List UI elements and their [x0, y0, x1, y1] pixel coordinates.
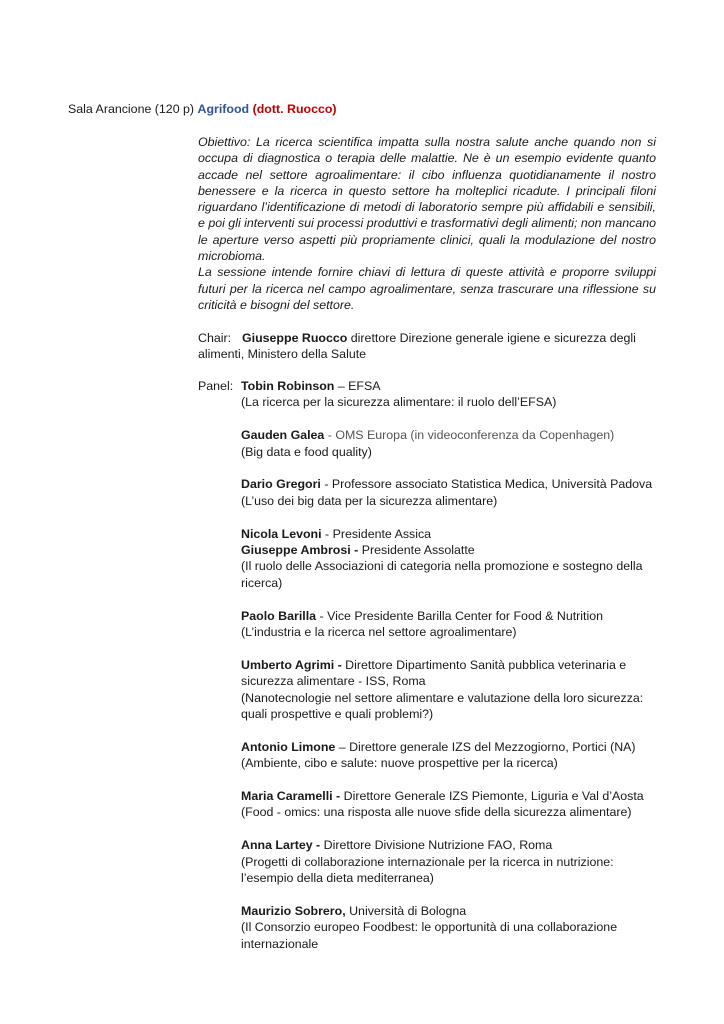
panelist-topic: (Il ruolo delle Associazioni di categoria nella promozione e sostegno della ricerca): [241, 559, 643, 590]
panel-entry: [241, 378, 661, 411]
panelist-role: - Professore associato Statistica Medica, Università Padova: [320, 477, 653, 492]
panelist-topic: (L’industria e la ricerca nel settore agroalimentare): [241, 625, 517, 640]
objective-paragraph-2: La sessione intende fornire chiavi di lettura di queste attività e proporre sviluppi futuri per la ricerca nel campo agroalimentare, senza trascurare una riflessione su criticità e bisogni del settore.: [198, 265, 656, 312]
panel-list: [241, 378, 661, 968]
chair-block: [198, 330, 638, 363]
panelist-topic: (Big data e food quality): [241, 444, 372, 459]
panelist-role: – Direttore generale IZS del Mezzogiorno, Portici (NA): [335, 739, 636, 754]
panelist-role-2: Presidente Assolatte: [358, 543, 475, 558]
panel-entry: [241, 427, 661, 460]
panelist-topic: (La ricerca per la sicurezza alimentare: il ruolo dell’EFSA): [241, 395, 557, 410]
panel-entry: [241, 476, 661, 509]
panelist-role: - Presidente Assica: [321, 526, 432, 541]
panelist-name: Maurizio Sobrero,: [241, 903, 346, 918]
panelist-role: - OMS Europa (in videoconferenza da Copenhagen): [324, 428, 615, 443]
session-room: Sala Arancione (120 p): [68, 102, 195, 116]
panelist-name: Gauden Galea: [241, 428, 325, 443]
panelist-topic: (L’uso dei big data per la sicurezza alimentare): [241, 493, 498, 508]
objective-paragraph-1: Obiettivo: La ricerca scientifica impatta sulla nostra salute anche quando non si occupa di diagnostica o terapia delle malattie. Ne è un esempio evidente quanto accade nel settore agroalimentare: il cibo influenza quotidianamente il nostro benessere e la ricerca in questo settore ha molteplici ricadute. I principali filoni riguardano l’identificazione di metodi di laboratorio sempre più affidabili e sensibili, e poi gli interventi sui processi produttivi e trasformativi degli alimenti; non mancano le aperture verso aspetti più propriamente clinici, quali la modulazione del nostro microbioma.: [198, 135, 656, 264]
panel-entry: [241, 903, 661, 952]
panelist-topic: (Food - omics: una risposta alle nuove sfide della sicurezza alimentare): [241, 805, 632, 820]
panelist-name: Umberto Agrimi -: [241, 657, 342, 672]
panelist-name-2: Giuseppe Ambrosi -: [241, 543, 359, 558]
panel-entry: [241, 526, 661, 592]
panelist-role: Direttore Generale IZS Piemonte, Liguria e Val d’Aosta: [340, 789, 644, 804]
panelist-topic: (Progetti di collaborazione internazionale per la ricerca in nutrizione: l’esempio della dieta mediterranea): [241, 854, 614, 886]
panel-label: Panel:: [198, 379, 234, 393]
panelist-name: Anna Lartey -: [241, 838, 321, 853]
chair-role: direttore Direzione generale igiene e sicurezza degli alimenti, Ministero della Salute: [198, 331, 636, 362]
panelist-role: Direttore Divisione Nutrizione FAO, Roma: [320, 838, 553, 853]
panelist-role: Università di Bologna: [345, 903, 467, 918]
panelist-name: Tobin Robinson: [241, 379, 335, 393]
panelist-topic: (Ambiente, cibo e salute: nuove prospettive per la ricerca): [241, 756, 558, 771]
panel-entry: [241, 608, 661, 641]
panelist-role: – EFSA: [334, 379, 381, 393]
panelist-role: Direttore Dipartimento Sanità pubblica veterinaria e sicurezza alimentare - ISS, Roma: [241, 657, 627, 689]
panel-entry: [241, 837, 661, 886]
panelist-name: Nicola Levoni: [241, 526, 322, 541]
panelist-topic: (Il Consorzio europeo Foodbest: le opportunità di una collaborazione internazionale: [241, 920, 618, 951]
panel-entry: [241, 788, 661, 821]
panelist-name: Dario Gregori: [241, 477, 321, 492]
panelist-name: Maria Caramelli -: [241, 789, 341, 804]
session-lead: (dott. Ruocco): [252, 102, 337, 116]
objective-block: [198, 134, 656, 313]
panelist-name: Paolo Barilla: [241, 608, 317, 623]
chair-name: Giuseppe Ruocco: [242, 331, 348, 345]
panel-entry: [241, 739, 661, 772]
panelist-name: Antonio Limone: [241, 739, 336, 754]
session-header: [68, 101, 337, 118]
panelist-role: - Vice Presidente Barilla Center for Food & Nutrition: [316, 608, 604, 623]
panel-entry: [241, 657, 661, 723]
session-title: Agrifood: [197, 102, 250, 116]
chair-label: Chair:: [198, 331, 232, 345]
panelist-topic: (Nanotecnologie nel settore alimentare e valutazione della loro sicurezza: quali prospettive e quali problemi?): [241, 690, 644, 722]
